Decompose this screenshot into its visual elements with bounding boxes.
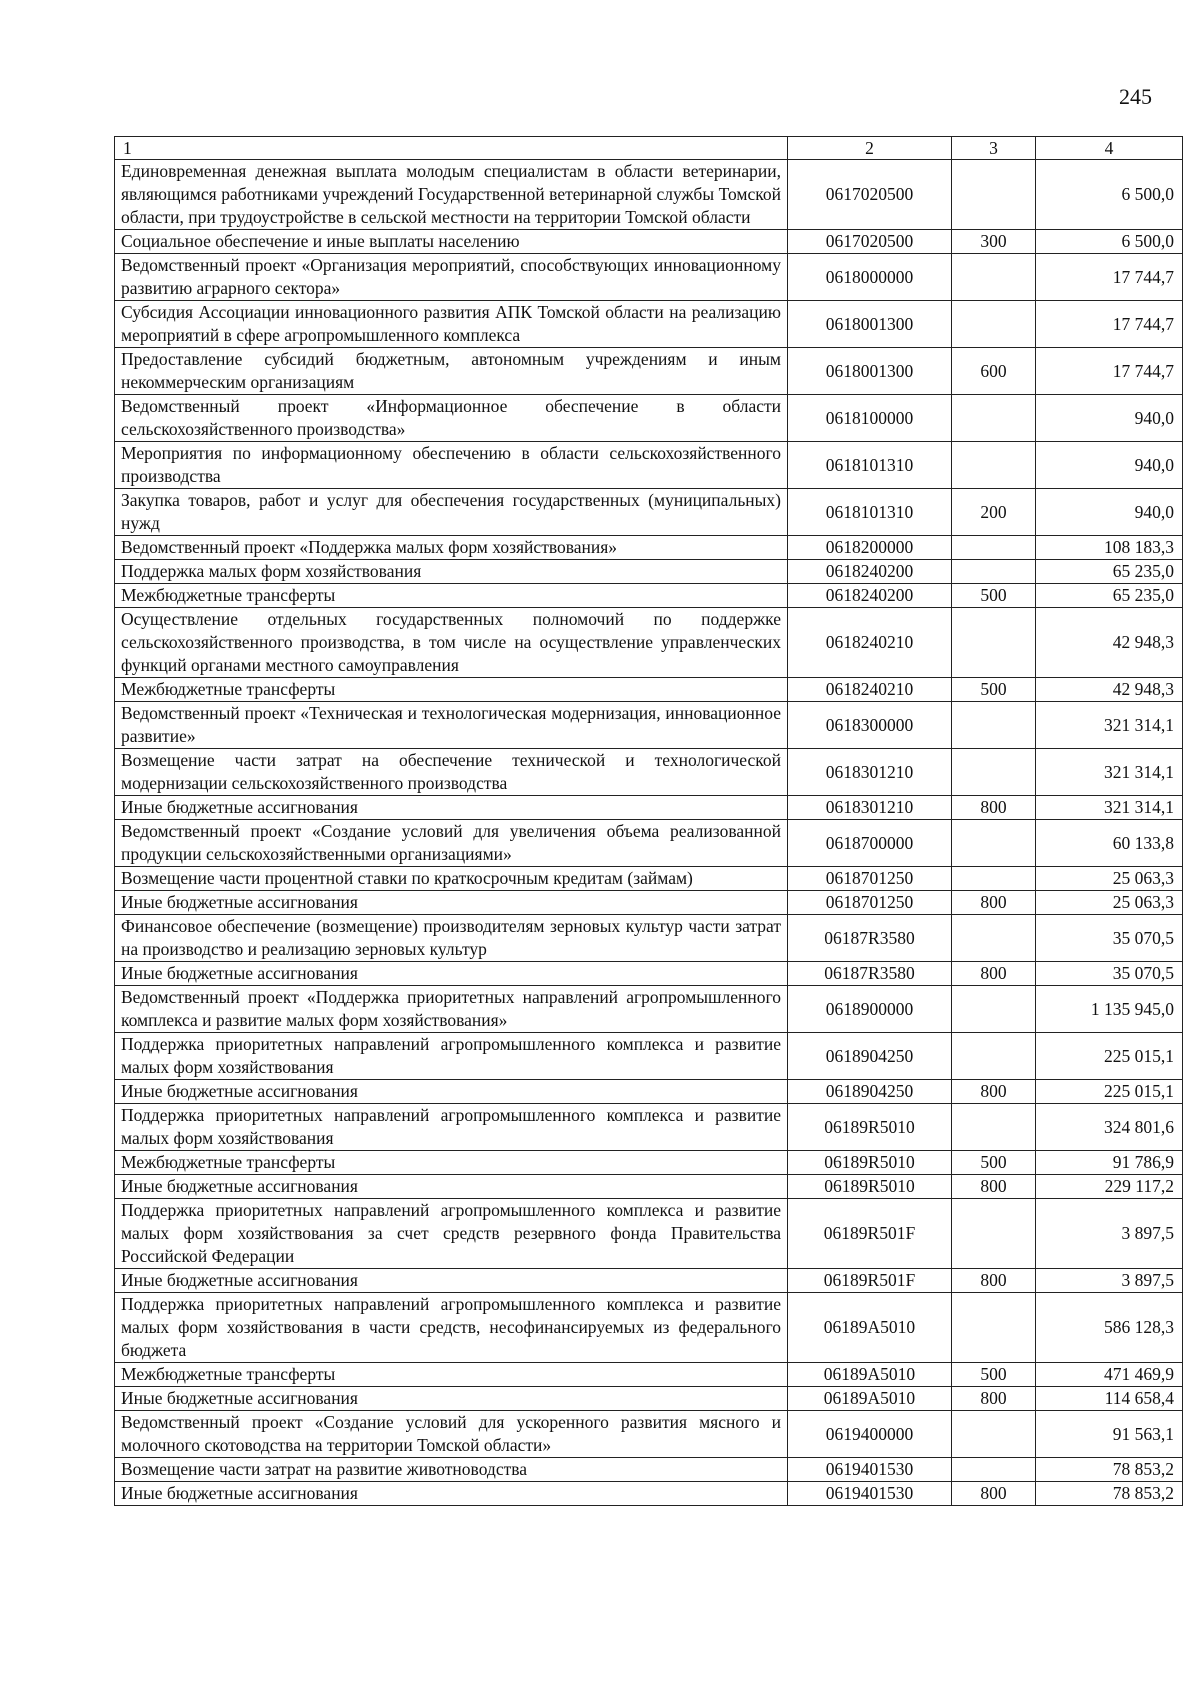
row-name-cell: Ведомственный проект «Техническая и технологическая модернизация, инновационное развитие»	[115, 702, 788, 749]
table-row	[115, 489, 1183, 536]
table-row	[115, 301, 1183, 348]
table-row	[115, 1151, 1183, 1175]
row-type-cell	[952, 160, 1036, 230]
row-name-cell: Поддержка приоритетных направлений агропромышленного комплекса и развитие малых форм хозяйствования	[115, 1104, 788, 1151]
row-amount-cell: 324 801,6	[1036, 1104, 1183, 1151]
row-code-cell: 0618240200	[788, 560, 952, 584]
row-type-cell	[952, 536, 1036, 560]
row-name-cell: Поддержка приоритетных направлений агропромышленного комплекса и развитие малых форм хозяйствования в части средств, несофинансируемых из федерального бюджета	[115, 1293, 788, 1363]
row-amount-cell: 3 897,5	[1036, 1269, 1183, 1293]
row-code-cell: 0618100000	[788, 395, 952, 442]
table-row	[115, 1482, 1183, 1506]
row-amount-cell: 35 070,5	[1036, 962, 1183, 986]
row-code-cell: 0618240210	[788, 608, 952, 678]
row-name-cell: Иные бюджетные ассигнования	[115, 962, 788, 986]
row-amount-cell: 940,0	[1036, 395, 1183, 442]
row-code-cell: 06189R5010	[788, 1175, 952, 1199]
row-amount-cell: 65 235,0	[1036, 584, 1183, 608]
row-type-cell	[952, 820, 1036, 867]
row-type-cell	[952, 1104, 1036, 1151]
row-name-cell: Иные бюджетные ассигнования	[115, 1387, 788, 1411]
column-header-3: 3	[952, 137, 1036, 160]
row-name-cell: Закупка товаров, работ и услуг для обеспечения государственных (муниципальных) нужд	[115, 489, 788, 536]
table-row	[115, 749, 1183, 796]
table-row	[115, 608, 1183, 678]
row-name-cell: Социальное обеспечение и иные выплаты населению	[115, 230, 788, 254]
table-row	[115, 442, 1183, 489]
row-name-cell: Возмещение части затрат на обеспечение технической и технологической модернизации сельскохозяйственного производства	[115, 749, 788, 796]
row-code-cell: 0619400000	[788, 1411, 952, 1458]
row-amount-cell: 321 314,1	[1036, 702, 1183, 749]
row-name-cell: Субсидия Ассоциации инновационного развития АПК Томской области на реализацию мероприятий в сфере агропромышленного комплекса	[115, 301, 788, 348]
row-amount-cell: 225 015,1	[1036, 1080, 1183, 1104]
row-name-cell: Финансовое обеспечение (возмещение) производителям зерновых культур части затрат на производство и реализацию зерновых культур	[115, 915, 788, 962]
row-amount-cell: 1 135 945,0	[1036, 986, 1183, 1033]
row-code-cell: 0618700000	[788, 820, 952, 867]
row-type-cell	[952, 702, 1036, 749]
row-name-cell: Поддержка приоритетных направлений агропромышленного комплекса и развитие малых форм хозяйствования	[115, 1033, 788, 1080]
row-amount-cell: 3 897,5	[1036, 1199, 1183, 1269]
row-code-cell: 0618001300	[788, 301, 952, 348]
row-code-cell: 0619401530	[788, 1482, 952, 1506]
row-type-cell	[952, 1199, 1036, 1269]
row-name-cell: Ведомственный проект «Информационное обеспечение в области сельскохозяйственного производства»	[115, 395, 788, 442]
row-type-cell	[952, 560, 1036, 584]
row-name-cell: Ведомственный проект «Создание условий для ускоренного развития мясного и молочного скотоводства на территории Томской области»	[115, 1411, 788, 1458]
row-code-cell: 06189R5010	[788, 1104, 952, 1151]
row-code-cell: 0618101310	[788, 489, 952, 536]
row-code-cell: 0618301210	[788, 749, 952, 796]
table-row	[115, 1033, 1183, 1080]
row-amount-cell: 225 015,1	[1036, 1033, 1183, 1080]
row-amount-cell: 65 235,0	[1036, 560, 1183, 584]
row-code-cell: 0618904250	[788, 1033, 952, 1080]
row-code-cell: 0618904250	[788, 1080, 952, 1104]
table-row	[115, 702, 1183, 749]
row-code-cell: 0618301210	[788, 796, 952, 820]
row-type-cell	[952, 395, 1036, 442]
row-code-cell: 06187R3580	[788, 915, 952, 962]
table-row	[115, 584, 1183, 608]
row-type-cell	[952, 254, 1036, 301]
table-row	[115, 536, 1183, 560]
row-amount-cell: 91 786,9	[1036, 1151, 1183, 1175]
row-code-cell: 06189R5010	[788, 1151, 952, 1175]
row-type-cell	[952, 608, 1036, 678]
table-row	[115, 1387, 1183, 1411]
table-row	[115, 230, 1183, 254]
row-name-cell: Межбюджетные трансферты	[115, 584, 788, 608]
row-type-cell: 500	[952, 1151, 1036, 1175]
table-row	[115, 1199, 1183, 1269]
row-amount-cell: 6 500,0	[1036, 230, 1183, 254]
row-amount-cell: 25 063,3	[1036, 891, 1183, 915]
row-name-cell: Предоставление субсидий бюджетным, автономным учреждениям и иным некоммерческим организациям	[115, 348, 788, 395]
row-amount-cell: 940,0	[1036, 489, 1183, 536]
row-code-cell: 0619401530	[788, 1458, 952, 1482]
table-row	[115, 1458, 1183, 1482]
row-amount-cell: 229 117,2	[1036, 1175, 1183, 1199]
row-amount-cell: 91 563,1	[1036, 1411, 1183, 1458]
row-amount-cell: 42 948,3	[1036, 608, 1183, 678]
row-amount-cell: 35 070,5	[1036, 915, 1183, 962]
table-row	[115, 1363, 1183, 1387]
table-row	[115, 986, 1183, 1033]
row-amount-cell: 321 314,1	[1036, 796, 1183, 820]
header-row	[115, 137, 1183, 160]
row-name-cell: Межбюджетные трансферты	[115, 1151, 788, 1175]
row-code-cell: 0618701250	[788, 891, 952, 915]
row-type-cell	[952, 915, 1036, 962]
row-type-cell	[952, 867, 1036, 891]
row-type-cell: 500	[952, 584, 1036, 608]
table-body	[115, 160, 1183, 1506]
row-type-cell	[952, 749, 1036, 796]
row-type-cell	[952, 1411, 1036, 1458]
row-amount-cell: 60 133,8	[1036, 820, 1183, 867]
row-amount-cell: 6 500,0	[1036, 160, 1183, 230]
budget-table	[114, 136, 1183, 1506]
row-code-cell: 06189A5010	[788, 1387, 952, 1411]
row-type-cell	[952, 986, 1036, 1033]
row-type-cell: 800	[952, 796, 1036, 820]
row-type-cell: 200	[952, 489, 1036, 536]
table-row	[115, 962, 1183, 986]
row-name-cell: Ведомственный проект «Поддержка приоритетных направлений агропромышленного комплекса и развитие малых форм хозяйствования»	[115, 986, 788, 1033]
row-code-cell: 06187R3580	[788, 962, 952, 986]
row-code-cell: 0617020500	[788, 160, 952, 230]
row-type-cell	[952, 442, 1036, 489]
row-code-cell: 0617020500	[788, 230, 952, 254]
table-row	[115, 1104, 1183, 1151]
table-row	[115, 867, 1183, 891]
table-row	[115, 560, 1183, 584]
page-number: 245	[1119, 84, 1152, 109]
row-type-cell: 500	[952, 678, 1036, 702]
row-name-cell: Ведомственный проект «Создание условий для увеличения объема реализованной продукции сельскохозяйственными организациями»	[115, 820, 788, 867]
row-code-cell: 06189A5010	[788, 1363, 952, 1387]
row-type-cell: 800	[952, 962, 1036, 986]
table-row	[115, 1175, 1183, 1199]
table-row	[115, 1293, 1183, 1363]
table-row	[115, 1080, 1183, 1104]
row-name-cell: Межбюджетные трансферты	[115, 678, 788, 702]
table-row	[115, 254, 1183, 301]
row-name-cell: Ведомственный проект «Поддержка малых форм хозяйствования»	[115, 536, 788, 560]
row-name-cell: Осуществление отдельных государственных полномочий по поддержке сельскохозяйственного производства, в том числе на осуществление управленческих функций органами местного самоуправления	[115, 608, 788, 678]
table-row	[115, 915, 1183, 962]
row-type-cell	[952, 1293, 1036, 1363]
column-header-2: 2	[788, 137, 952, 160]
row-name-cell: Иные бюджетные ассигнования	[115, 891, 788, 915]
row-type-cell: 600	[952, 348, 1036, 395]
row-type-cell: 800	[952, 1080, 1036, 1104]
row-type-cell: 800	[952, 1482, 1036, 1506]
row-code-cell: 0618240210	[788, 678, 952, 702]
row-code-cell: 0618240200	[788, 584, 952, 608]
row-type-cell	[952, 1033, 1036, 1080]
row-name-cell: Иные бюджетные ассигнования	[115, 1175, 788, 1199]
row-code-cell: 0618900000	[788, 986, 952, 1033]
row-name-cell: Ведомственный проект «Организация мероприятий, способствующих инновационному развитию аграрного сектора»	[115, 254, 788, 301]
row-type-cell: 800	[952, 1175, 1036, 1199]
row-amount-cell: 114 658,4	[1036, 1387, 1183, 1411]
table-row	[115, 160, 1183, 230]
row-name-cell: Иные бюджетные ассигнования	[115, 796, 788, 820]
table-row	[115, 395, 1183, 442]
row-type-cell: 800	[952, 1387, 1036, 1411]
table-row	[115, 796, 1183, 820]
table-row	[115, 1411, 1183, 1458]
row-type-cell: 800	[952, 1269, 1036, 1293]
row-type-cell: 500	[952, 1363, 1036, 1387]
row-name-cell: Иные бюджетные ассигнования	[115, 1080, 788, 1104]
row-type-cell	[952, 1458, 1036, 1482]
row-name-cell: Возмещение части затрат на развитие животноводства	[115, 1458, 788, 1482]
row-code-cell: 06189R501F	[788, 1269, 952, 1293]
row-amount-cell: 17 744,7	[1036, 301, 1183, 348]
row-name-cell: Иные бюджетные ассигнования	[115, 1482, 788, 1506]
table-row	[115, 678, 1183, 702]
table-row	[115, 891, 1183, 915]
row-code-cell: 0618701250	[788, 867, 952, 891]
table-row	[115, 1269, 1183, 1293]
row-name-cell: Мероприятия по информационному обеспечению в области сельскохозяйственного производства	[115, 442, 788, 489]
row-code-cell: 06189R501F	[788, 1199, 952, 1269]
row-code-cell: 0618200000	[788, 536, 952, 560]
table-row	[115, 820, 1183, 867]
row-amount-cell: 940,0	[1036, 442, 1183, 489]
row-type-cell: 800	[952, 891, 1036, 915]
row-amount-cell: 321 314,1	[1036, 749, 1183, 796]
row-name-cell: Возмещение части процентной ставки по краткосрочным кредитам (займам)	[115, 867, 788, 891]
table-row	[115, 348, 1183, 395]
row-name-cell: Поддержка приоритетных направлений агропромышленного комплекса и развитие малых форм хозяйствования за счет средств резервного фонда Правительства Российской Федерации	[115, 1199, 788, 1269]
row-amount-cell: 471 469,9	[1036, 1363, 1183, 1387]
row-amount-cell: 25 063,3	[1036, 867, 1183, 891]
row-name-cell: Единовременная денежная выплата молодым специалистам в области ветеринарии, являющимся работниками учреждений Государственной ветеринарной службы Томской области, при трудоустройстве в сельской местности на территории Томской области	[115, 160, 788, 230]
row-code-cell: 06189A5010	[788, 1293, 952, 1363]
row-amount-cell: 42 948,3	[1036, 678, 1183, 702]
row-code-cell: 0618001300	[788, 348, 952, 395]
column-header-1: 1	[115, 137, 788, 160]
row-name-cell: Межбюджетные трансферты	[115, 1363, 788, 1387]
row-amount-cell: 78 853,2	[1036, 1458, 1183, 1482]
row-name-cell: Иные бюджетные ассигнования	[115, 1269, 788, 1293]
row-code-cell: 0618000000	[788, 254, 952, 301]
column-header-4: 4	[1036, 137, 1183, 160]
row-code-cell: 0618300000	[788, 702, 952, 749]
row-type-cell: 300	[952, 230, 1036, 254]
row-amount-cell: 17 744,7	[1036, 348, 1183, 395]
row-name-cell: Поддержка малых форм хозяйствования	[115, 560, 788, 584]
row-amount-cell: 108 183,3	[1036, 536, 1183, 560]
row-amount-cell: 78 853,2	[1036, 1482, 1183, 1506]
row-amount-cell: 17 744,7	[1036, 254, 1183, 301]
row-type-cell	[952, 301, 1036, 348]
row-code-cell: 0618101310	[788, 442, 952, 489]
row-amount-cell: 586 128,3	[1036, 1293, 1183, 1363]
